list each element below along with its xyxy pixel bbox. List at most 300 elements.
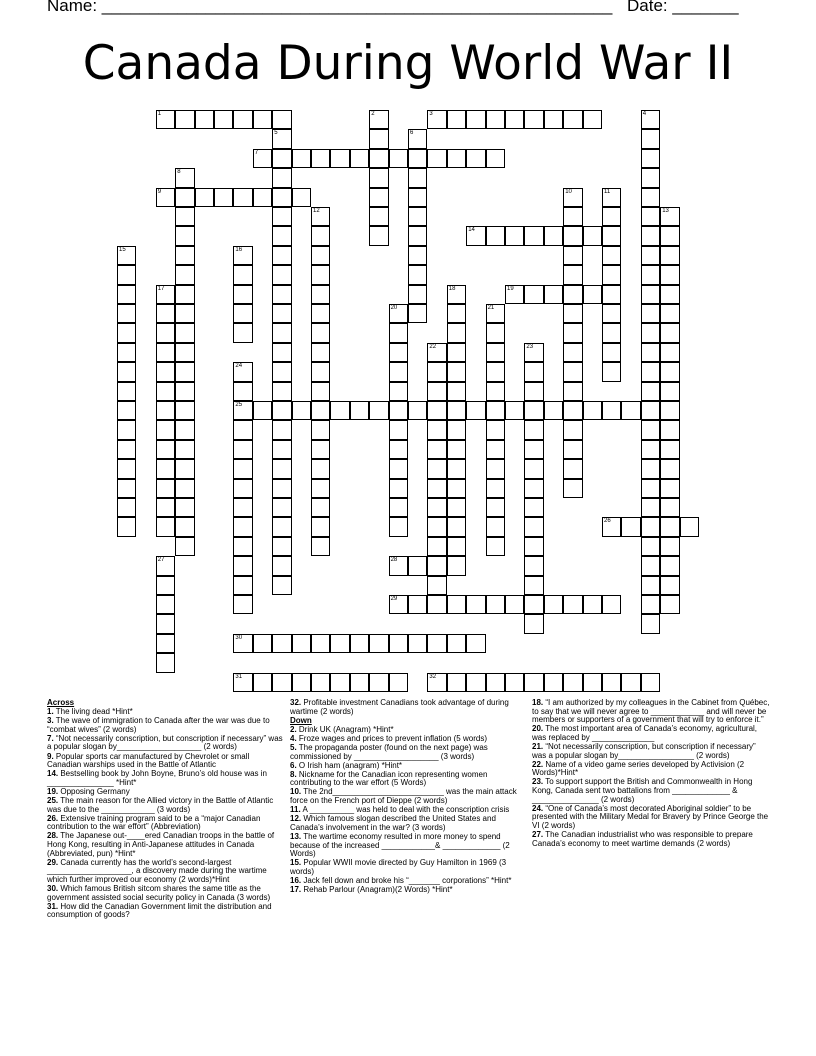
grid-cell[interactable]	[389, 323, 408, 342]
grid-cell[interactable]	[524, 343, 543, 362]
grid-cell[interactable]	[156, 576, 175, 595]
grid-cell[interactable]	[563, 323, 582, 342]
grid-cell[interactable]	[641, 168, 660, 187]
grid-cell[interactable]	[408, 246, 427, 265]
grid-cell[interactable]	[117, 304, 136, 323]
grid-cell[interactable]	[117, 323, 136, 342]
grid-cell[interactable]	[233, 323, 252, 342]
grid-cell[interactable]	[427, 479, 446, 498]
grid-cell[interactable]	[447, 440, 466, 459]
grid-cell[interactable]	[660, 226, 679, 245]
grid-cell[interactable]	[486, 323, 505, 342]
grid-cell[interactable]	[272, 362, 291, 381]
grid-cell[interactable]	[641, 556, 660, 575]
grid-cell[interactable]	[156, 595, 175, 614]
grid-cell[interactable]	[602, 595, 621, 614]
grid-cell[interactable]	[233, 188, 252, 207]
grid-cell[interactable]	[350, 673, 369, 692]
grid-cell[interactable]	[583, 110, 602, 129]
grid-cell[interactable]	[544, 673, 563, 692]
grid-cell[interactable]	[272, 285, 291, 304]
grid-cell[interactable]	[544, 595, 563, 614]
grid-cell[interactable]	[389, 304, 408, 323]
grid-cell[interactable]	[524, 110, 543, 129]
grid-cell[interactable]	[641, 265, 660, 284]
grid-cell[interactable]	[563, 362, 582, 381]
grid-cell[interactable]	[175, 440, 194, 459]
grid-cell[interactable]	[447, 498, 466, 517]
grid-cell[interactable]	[350, 149, 369, 168]
grid-cell[interactable]	[311, 362, 330, 381]
grid-cell[interactable]	[253, 149, 272, 168]
grid-cell[interactable]	[117, 265, 136, 284]
grid-cell[interactable]	[156, 653, 175, 672]
grid-cell[interactable]	[486, 440, 505, 459]
grid-cell[interactable]	[292, 188, 311, 207]
grid-cell[interactable]	[233, 420, 252, 439]
grid-cell[interactable]	[175, 382, 194, 401]
grid-cell[interactable]	[466, 634, 485, 653]
grid-cell[interactable]	[369, 401, 388, 420]
grid-cell[interactable]	[660, 207, 679, 226]
grid-cell[interactable]	[175, 110, 194, 129]
grid-cell[interactable]	[486, 110, 505, 129]
grid-cell[interactable]	[369, 207, 388, 226]
grid-cell[interactable]	[233, 595, 252, 614]
grid-cell[interactable]	[641, 673, 660, 692]
grid-cell[interactable]	[524, 362, 543, 381]
grid-cell[interactable]	[175, 265, 194, 284]
grid-cell[interactable]	[292, 401, 311, 420]
grid-cell[interactable]	[292, 149, 311, 168]
grid-cell[interactable]	[253, 188, 272, 207]
grid-cell[interactable]	[233, 362, 252, 381]
grid-cell[interactable]	[311, 382, 330, 401]
grid-cell[interactable]	[175, 285, 194, 304]
grid-cell[interactable]	[117, 440, 136, 459]
grid-cell[interactable]	[272, 382, 291, 401]
grid-cell[interactable]	[233, 556, 252, 575]
grid-cell[interactable]	[660, 323, 679, 342]
grid-cell[interactable]	[524, 576, 543, 595]
grid-cell[interactable]	[408, 226, 427, 245]
grid-cell[interactable]	[641, 517, 660, 536]
grid-cell[interactable]	[272, 343, 291, 362]
grid-cell[interactable]	[641, 498, 660, 517]
grid-cell[interactable]	[156, 517, 175, 536]
grid-cell[interactable]	[311, 207, 330, 226]
grid-cell[interactable]	[233, 479, 252, 498]
grid-cell[interactable]	[253, 401, 272, 420]
grid-cell[interactable]	[563, 382, 582, 401]
grid-cell[interactable]	[563, 401, 582, 420]
grid-cell[interactable]	[524, 285, 543, 304]
grid-cell[interactable]	[311, 440, 330, 459]
grid-cell[interactable]	[311, 285, 330, 304]
grid-cell[interactable]	[175, 246, 194, 265]
grid-cell[interactable]	[486, 226, 505, 245]
grid-cell[interactable]	[117, 420, 136, 439]
grid-cell[interactable]	[175, 537, 194, 556]
grid-cell[interactable]	[156, 498, 175, 517]
grid-cell[interactable]	[660, 479, 679, 498]
grid-cell[interactable]	[660, 556, 679, 575]
grid-cell[interactable]	[272, 517, 291, 536]
grid-cell[interactable]	[486, 595, 505, 614]
grid-cell[interactable]	[583, 226, 602, 245]
grid-cell[interactable]	[408, 207, 427, 226]
grid-cell[interactable]	[272, 226, 291, 245]
grid-cell[interactable]	[447, 459, 466, 478]
grid-cell[interactable]	[408, 634, 427, 653]
grid-cell[interactable]	[447, 382, 466, 401]
grid-cell[interactable]	[156, 323, 175, 342]
grid-cell[interactable]	[602, 304, 621, 323]
grid-cell[interactable]	[524, 517, 543, 536]
grid-cell[interactable]	[233, 246, 252, 265]
grid-cell[interactable]	[311, 304, 330, 323]
grid-cell[interactable]	[447, 343, 466, 362]
grid-cell[interactable]	[427, 576, 446, 595]
grid-cell[interactable]	[175, 479, 194, 498]
grid-cell[interactable]	[117, 401, 136, 420]
grid-cell[interactable]	[233, 459, 252, 478]
grid-cell[interactable]	[641, 207, 660, 226]
grid-cell[interactable]	[602, 285, 621, 304]
grid-cell[interactable]	[505, 595, 524, 614]
grid-cell[interactable]	[272, 168, 291, 187]
grid-cell[interactable]	[447, 149, 466, 168]
grid-cell[interactable]	[117, 362, 136, 381]
grid-cell[interactable]	[660, 576, 679, 595]
grid-cell[interactable]	[272, 246, 291, 265]
grid-cell[interactable]	[233, 304, 252, 323]
grid-cell[interactable]	[427, 362, 446, 381]
grid-cell[interactable]	[563, 343, 582, 362]
grid-cell[interactable]	[253, 634, 272, 653]
grid-cell[interactable]	[602, 323, 621, 342]
grid-cell[interactable]	[253, 673, 272, 692]
grid-cell[interactable]	[389, 498, 408, 517]
grid-cell[interactable]	[602, 673, 621, 692]
grid-cell[interactable]	[311, 673, 330, 692]
grid-cell[interactable]	[389, 634, 408, 653]
grid-cell[interactable]	[156, 382, 175, 401]
grid-cell[interactable]	[427, 401, 446, 420]
grid-cell[interactable]	[621, 673, 640, 692]
grid-cell[interactable]	[641, 614, 660, 633]
grid-cell[interactable]	[369, 149, 388, 168]
grid-cell[interactable]	[233, 517, 252, 536]
grid-cell[interactable]	[389, 479, 408, 498]
grid-cell[interactable]	[486, 517, 505, 536]
grid-cell[interactable]	[272, 265, 291, 284]
grid-cell[interactable]	[563, 226, 582, 245]
grid-cell[interactable]	[563, 207, 582, 226]
grid-cell[interactable]	[156, 362, 175, 381]
grid-cell[interactable]	[447, 634, 466, 653]
grid-cell[interactable]	[408, 401, 427, 420]
grid-cell[interactable]	[486, 362, 505, 381]
grid-cell[interactable]	[524, 420, 543, 439]
grid-cell[interactable]	[253, 110, 272, 129]
grid-cell[interactable]	[117, 479, 136, 498]
grid-cell[interactable]	[427, 634, 446, 653]
grid-cell[interactable]	[175, 323, 194, 342]
grid-cell[interactable]	[563, 440, 582, 459]
grid-cell[interactable]	[660, 401, 679, 420]
grid-cell[interactable]	[175, 226, 194, 245]
grid-cell[interactable]	[427, 556, 446, 575]
grid-cell[interactable]	[156, 401, 175, 420]
grid-cell[interactable]	[389, 382, 408, 401]
grid-cell[interactable]	[175, 188, 194, 207]
grid-cell[interactable]	[214, 188, 233, 207]
grid-cell[interactable]	[447, 537, 466, 556]
grid-cell[interactable]	[447, 673, 466, 692]
grid-cell[interactable]	[272, 556, 291, 575]
grid-cell[interactable]	[272, 207, 291, 226]
grid-cell[interactable]	[311, 537, 330, 556]
grid-cell[interactable]	[524, 401, 543, 420]
grid-cell[interactable]	[272, 401, 291, 420]
grid-cell[interactable]	[660, 498, 679, 517]
grid-cell[interactable]	[408, 285, 427, 304]
grid-cell[interactable]	[641, 323, 660, 342]
grid-cell[interactable]	[641, 595, 660, 614]
grid-cell[interactable]	[117, 246, 136, 265]
grid-cell[interactable]	[427, 440, 446, 459]
grid-cell[interactable]	[427, 517, 446, 536]
grid-cell[interactable]	[369, 634, 388, 653]
grid-cell[interactable]	[175, 168, 194, 187]
grid-cell[interactable]	[641, 343, 660, 362]
grid-cell[interactable]	[486, 537, 505, 556]
grid-cell[interactable]	[311, 401, 330, 420]
grid-cell[interactable]	[233, 265, 252, 284]
grid-cell[interactable]	[233, 498, 252, 517]
grid-cell[interactable]	[369, 188, 388, 207]
grid-cell[interactable]	[272, 634, 291, 653]
grid-cell[interactable]	[292, 634, 311, 653]
grid-cell[interactable]	[272, 129, 291, 148]
grid-cell[interactable]	[156, 285, 175, 304]
grid-cell[interactable]	[389, 401, 408, 420]
grid-cell[interactable]	[660, 343, 679, 362]
grid-cell[interactable]	[641, 149, 660, 168]
grid-cell[interactable]	[563, 188, 582, 207]
grid-cell[interactable]	[272, 459, 291, 478]
grid-cell[interactable]	[272, 420, 291, 439]
grid-cell[interactable]	[602, 401, 621, 420]
grid-cell[interactable]	[330, 634, 349, 653]
grid-cell[interactable]	[117, 498, 136, 517]
grid-cell[interactable]	[660, 362, 679, 381]
grid-cell[interactable]	[602, 517, 621, 536]
grid-cell[interactable]	[447, 595, 466, 614]
grid-cell[interactable]	[641, 459, 660, 478]
grid-cell[interactable]	[233, 401, 252, 420]
grid-cell[interactable]	[369, 110, 388, 129]
grid-cell[interactable]	[447, 401, 466, 420]
grid-cell[interactable]	[486, 498, 505, 517]
grid-cell[interactable]	[544, 285, 563, 304]
grid-cell[interactable]	[311, 634, 330, 653]
grid-cell[interactable]	[427, 382, 446, 401]
grid-cell[interactable]	[427, 498, 446, 517]
grid-cell[interactable]	[505, 285, 524, 304]
grid-cell[interactable]	[524, 479, 543, 498]
grid-cell[interactable]	[505, 673, 524, 692]
grid-cell[interactable]	[486, 420, 505, 439]
grid-cell[interactable]	[389, 517, 408, 536]
grid-cell[interactable]	[641, 110, 660, 129]
grid-cell[interactable]	[311, 226, 330, 245]
grid-cell[interactable]	[156, 304, 175, 323]
grid-cell[interactable]	[408, 129, 427, 148]
grid-cell[interactable]	[563, 595, 582, 614]
grid-cell[interactable]	[660, 595, 679, 614]
grid-cell[interactable]	[175, 401, 194, 420]
grid-cell[interactable]	[641, 479, 660, 498]
grid-cell[interactable]	[524, 673, 543, 692]
grid-cell[interactable]	[330, 401, 349, 420]
grid-cell[interactable]	[175, 420, 194, 439]
grid-cell[interactable]	[544, 401, 563, 420]
grid-cell[interactable]	[466, 673, 485, 692]
grid-cell[interactable]	[602, 362, 621, 381]
grid-cell[interactable]	[311, 323, 330, 342]
grid-cell[interactable]	[466, 401, 485, 420]
grid-cell[interactable]	[505, 226, 524, 245]
grid-cell[interactable]	[350, 634, 369, 653]
grid-cell[interactable]	[156, 343, 175, 362]
grid-cell[interactable]	[272, 537, 291, 556]
grid-cell[interactable]	[311, 246, 330, 265]
grid-cell[interactable]	[544, 226, 563, 245]
grid-cell[interactable]	[641, 304, 660, 323]
grid-cell[interactable]	[389, 440, 408, 459]
grid-cell[interactable]	[272, 576, 291, 595]
grid-cell[interactable]	[563, 304, 582, 323]
grid-cell[interactable]	[583, 285, 602, 304]
grid-cell[interactable]	[660, 304, 679, 323]
grid-cell[interactable]	[117, 285, 136, 304]
grid-cell[interactable]	[311, 420, 330, 439]
grid-cell[interactable]	[369, 168, 388, 187]
grid-cell[interactable]	[272, 188, 291, 207]
grid-cell[interactable]	[195, 110, 214, 129]
grid-cell[interactable]	[524, 498, 543, 517]
grid-cell[interactable]	[233, 634, 252, 653]
grid-cell[interactable]	[233, 576, 252, 595]
grid-cell[interactable]	[524, 226, 543, 245]
grid-cell[interactable]	[486, 673, 505, 692]
grid-cell[interactable]	[427, 343, 446, 362]
grid-cell[interactable]	[156, 188, 175, 207]
grid-cell[interactable]	[602, 343, 621, 362]
grid-cell[interactable]	[408, 265, 427, 284]
grid-cell[interactable]	[272, 440, 291, 459]
grid-cell[interactable]	[117, 459, 136, 478]
grid-cell[interactable]	[447, 110, 466, 129]
grid-cell[interactable]	[311, 459, 330, 478]
grid-cell[interactable]	[524, 556, 543, 575]
grid-cell[interactable]	[233, 537, 252, 556]
grid-cell[interactable]	[505, 401, 524, 420]
grid-cell[interactable]	[486, 479, 505, 498]
grid-cell[interactable]	[311, 498, 330, 517]
grid-cell[interactable]	[330, 149, 349, 168]
grid-cell[interactable]	[389, 343, 408, 362]
grid-cell[interactable]	[233, 382, 252, 401]
grid-cell[interactable]	[466, 110, 485, 129]
grid-cell[interactable]	[486, 343, 505, 362]
grid-cell[interactable]	[156, 459, 175, 478]
grid-cell[interactable]	[660, 285, 679, 304]
grid-cell[interactable]	[466, 595, 485, 614]
grid-cell[interactable]	[641, 362, 660, 381]
grid-cell[interactable]	[408, 556, 427, 575]
grid-cell[interactable]	[175, 343, 194, 362]
grid-cell[interactable]	[408, 304, 427, 323]
grid-cell[interactable]	[330, 673, 349, 692]
grid-cell[interactable]	[156, 110, 175, 129]
grid-cell[interactable]	[272, 498, 291, 517]
grid-cell[interactable]	[156, 479, 175, 498]
grid-cell[interactable]	[660, 246, 679, 265]
grid-cell[interactable]	[156, 556, 175, 575]
grid-cell[interactable]	[524, 440, 543, 459]
grid-cell[interactable]	[408, 595, 427, 614]
grid-cell[interactable]	[369, 226, 388, 245]
grid-cell[interactable]	[447, 304, 466, 323]
grid-cell[interactable]	[427, 537, 446, 556]
grid-cell[interactable]	[486, 149, 505, 168]
grid-cell[interactable]	[524, 537, 543, 556]
grid-cell[interactable]	[233, 110, 252, 129]
grid-cell[interactable]	[195, 188, 214, 207]
grid-cell[interactable]	[311, 149, 330, 168]
grid-cell[interactable]	[389, 459, 408, 478]
grid-cell[interactable]	[292, 673, 311, 692]
grid-cell[interactable]	[156, 634, 175, 653]
grid-cell[interactable]	[660, 517, 679, 536]
grid-cell[interactable]	[447, 420, 466, 439]
grid-cell[interactable]	[466, 149, 485, 168]
grid-cell[interactable]	[641, 401, 660, 420]
grid-cell[interactable]	[311, 343, 330, 362]
grid-cell[interactable]	[117, 382, 136, 401]
grid-cell[interactable]	[447, 479, 466, 498]
grid-cell[interactable]	[175, 362, 194, 381]
grid-cell[interactable]	[641, 382, 660, 401]
grid-cell[interactable]	[563, 110, 582, 129]
grid-cell[interactable]	[427, 459, 446, 478]
grid-cell[interactable]	[602, 246, 621, 265]
grid-cell[interactable]	[563, 246, 582, 265]
grid-cell[interactable]	[621, 401, 640, 420]
grid-cell[interactable]	[660, 382, 679, 401]
grid-cell[interactable]	[641, 537, 660, 556]
grid-cell[interactable]	[583, 673, 602, 692]
grid-cell[interactable]	[272, 479, 291, 498]
grid-cell[interactable]	[660, 537, 679, 556]
grid-cell[interactable]	[563, 479, 582, 498]
grid-cell[interactable]	[660, 440, 679, 459]
grid-cell[interactable]	[272, 673, 291, 692]
grid-cell[interactable]	[660, 420, 679, 439]
